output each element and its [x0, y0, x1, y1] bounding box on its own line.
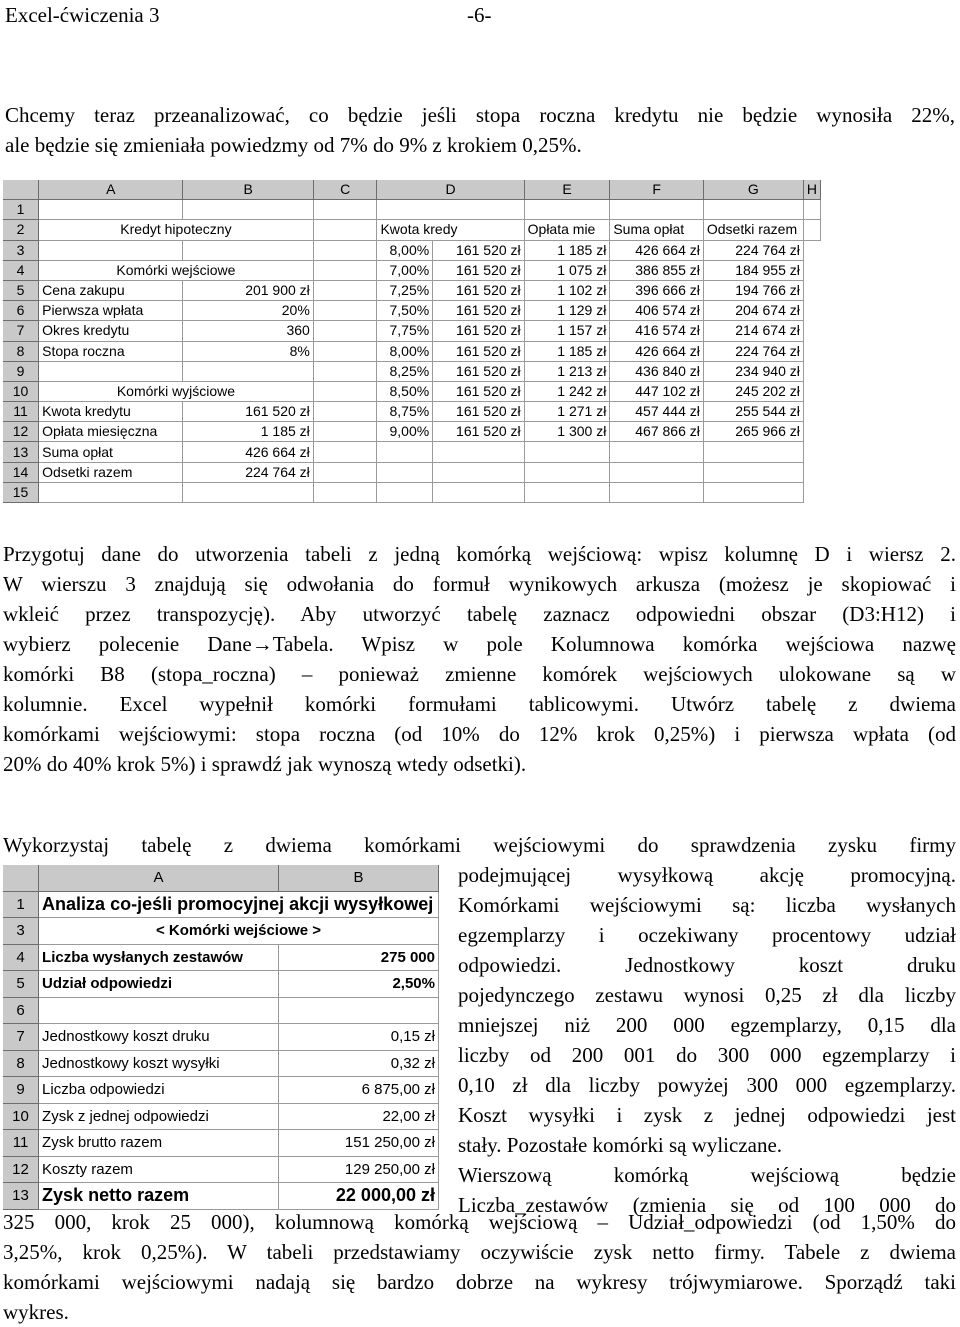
sheet-label-cell[interactable]: Zysk z jednej odpowiedzi [39, 1103, 279, 1130]
sheet-value-cell[interactable]: 129 250,00 zł [279, 1156, 439, 1183]
sheet-cell[interactable]: 1 185 zł [183, 422, 313, 442]
sheet-cell[interactable]: 245 202 zł [703, 381, 803, 401]
sheet-cell[interactable]: 436 840 zł [610, 361, 704, 381]
row-header[interactable]: 12 [3, 1156, 39, 1183]
sheet-cell[interactable]: 426 664 zł [610, 240, 704, 260]
sheet-cell[interactable]: 9,00% [377, 422, 433, 442]
sheet-cell[interactable]: 8,00% [377, 341, 433, 361]
text-line: komórki B8 (stopa_roczna) – ponieważ zmienne komórek wejściowych ulokowane są w [3, 662, 956, 686]
sheet-row [3, 997, 439, 1024]
sheet-cell[interactable]: 426 664 zł [610, 341, 704, 361]
sheet-cell[interactable] [183, 200, 313, 220]
sheet-cell[interactable] [313, 341, 377, 361]
sheet-row [3, 891, 439, 918]
sheet-cell[interactable]: 184 955 zł [703, 260, 803, 280]
sheet-cell[interactable] [433, 462, 524, 482]
sheet-cell[interactable]: Komórki wejściowe [39, 260, 314, 280]
sheet-cell[interactable]: 20% [183, 301, 313, 321]
sheet-row [3, 462, 821, 482]
sheet-cell[interactable]: 161 520 zł [433, 301, 524, 321]
sheet-cell[interactable] [313, 381, 377, 401]
sheet-cell[interactable]: 161 520 zł [433, 402, 524, 422]
sheet-cell[interactable]: 1 075 zł [524, 260, 610, 280]
sheet-row [3, 321, 821, 341]
sheet-section-cell[interactable]: < Komórki wejściowe > [39, 918, 439, 945]
sheet-value-cell[interactable]: 275 000 [279, 944, 439, 971]
row-header[interactable]: 8 [3, 341, 39, 361]
exercise-paragraph-top [3, 830, 956, 860]
sheet-cell[interactable] [610, 200, 704, 220]
row-header[interactable]: 15 [3, 482, 39, 502]
sheet-row [3, 918, 439, 945]
sheet-cell[interactable]: Odsetki razem [39, 462, 183, 482]
sheet-grid [3, 865, 439, 1210]
text-line: 325 000, krok 25 000), kolumnową komórką wejściową – Udział_odpowiedzi (od 1,50% do [3, 1210, 956, 1234]
sheet-cell[interactable]: 396 666 zł [610, 280, 704, 300]
sheet-cell[interactable] [433, 482, 524, 502]
sheet-cell[interactable]: 8,25% [377, 361, 433, 381]
sheet-cell[interactable]: 214 674 zł [703, 321, 803, 341]
text-line: egzemplarzy i oczekiwany procentowy udział [458, 923, 956, 947]
row-header[interactable]: 10 [3, 381, 39, 401]
sheet-cell[interactable]: 8,75% [377, 402, 433, 422]
sheet-cell[interactable]: 406 574 zł [610, 301, 704, 321]
page-number: -6- [467, 3, 492, 27]
sheet-value-cell[interactable]: 22 000,00 zł [279, 1183, 439, 1210]
sheet-cell[interactable]: 194 766 zł [703, 280, 803, 300]
sheet-row [3, 260, 821, 280]
sheet-cell[interactable]: 204 674 zł [703, 301, 803, 321]
sheet-cell[interactable] [183, 482, 313, 502]
sheet-row [3, 361, 821, 381]
text-line: wybierz polecenie Dane→Tabela. Wpisz w pole Kolumnowa komórka wejściowa nazwę [3, 632, 956, 656]
sheet-cell[interactable]: 8,50% [377, 381, 433, 401]
sheet-cell[interactable] [313, 321, 377, 341]
sheet-cell[interactable] [313, 462, 377, 482]
sheet-label-cell[interactable]: Jednostkowy koszt wysyłki [39, 1050, 279, 1077]
row-header[interactable]: 11 [3, 1130, 39, 1157]
sheet-cell[interactable]: 1 185 zł [524, 240, 610, 260]
sheet-row [3, 1024, 439, 1051]
row-header[interactable]: 2 [3, 220, 39, 240]
text-line: pojedynczego zestawu wynosi 0,25 zł dla liczby [458, 983, 956, 1007]
row-header[interactable]: 3 [3, 918, 39, 945]
text-line: wkleić przez transpozycję). Aby utworzyć tabelę zaznacz odpowiedni obszar (D3:H12) i [3, 602, 956, 626]
row-header[interactable]: 9 [3, 361, 39, 381]
sheet-cell[interactable]: 8% [183, 341, 313, 361]
text-line: podejmującej wysyłkową akcję promocyjną. [458, 863, 956, 887]
instructions-paragraph [3, 539, 956, 779]
sheet-cell[interactable]: 457 444 zł [610, 402, 704, 422]
row-header[interactable]: 11 [3, 402, 39, 422]
sheet-cell[interactable] [313, 200, 377, 220]
sheet-cell[interactable] [377, 462, 433, 482]
sheet-cell[interactable] [183, 240, 313, 260]
sheet-cell[interactable]: Okres kredytu [39, 321, 183, 341]
column-header[interactable]: D [377, 180, 524, 200]
sheet-cell[interactable] [39, 482, 183, 502]
row-header[interactable]: 5 [3, 280, 39, 300]
sheet-cell[interactable]: 1 213 zł [524, 361, 610, 381]
sheet-row [3, 200, 821, 220]
sheet-cell[interactable] [703, 442, 803, 462]
sheet-cell[interactable]: Kredyt hipoteczny [39, 220, 314, 240]
text-line: Wierszową komórką wejściową będzie [458, 1163, 956, 1187]
sheet-cell[interactable]: 1 102 zł [524, 280, 610, 300]
sheet-cell[interactable] [313, 280, 377, 300]
text-line: kolumnie. Excel wypełnił komórki formułami tablicowymi. Utwórz tabelę z dwiema [3, 692, 956, 716]
column-header[interactable]: H [803, 180, 820, 200]
sheet-label-cell[interactable]: Zysk brutto razem [39, 1130, 279, 1157]
sheet-row [3, 402, 821, 422]
corner-cell [3, 865, 39, 891]
sheet-cell[interactable] [703, 462, 803, 482]
corner-cell [3, 180, 39, 200]
column-header[interactable]: E [524, 180, 610, 200]
sheet-cell[interactable] [524, 482, 610, 502]
sheet-cell[interactable]: 161 520 zł [433, 240, 524, 260]
column-header[interactable]: G [703, 180, 803, 200]
sheet-cell[interactable]: Stopa roczna [39, 341, 183, 361]
text-line: 0,10 zł dla liczby powyżej 300 000 egzemplarzy. [458, 1073, 956, 1097]
text-line: 3,25%, krok 0,25%). W tabeli przedstawiamy oczywiście zysk netto firmy. Tabele z dwiema [3, 1240, 956, 1264]
sheet-cell[interactable]: 1 129 zł [524, 301, 610, 321]
sheet-cell[interactable] [313, 361, 377, 381]
sheet-cell[interactable]: 1 300 zł [524, 422, 610, 442]
sheet-cell[interactable] [313, 220, 377, 240]
text-line: Koszt wysyłki i zysk z jednej odpowiedzi jest [458, 1103, 956, 1127]
sheet-cell[interactable]: 234 940 zł [703, 361, 803, 381]
row-header[interactable]: 3 [3, 240, 39, 260]
column-header[interactable]: B [183, 180, 313, 200]
spreadsheet-promotion [3, 865, 439, 1206]
sheet-cell[interactable]: Suma opłat [39, 442, 183, 462]
text-line: komórkami wejściowymi nadają się bardzo dobrze na wykresy trójwymiarowe. Sporządź taki [3, 1270, 956, 1294]
text-line: Komórkami wejściowymi są: liczba wysłanych [458, 893, 956, 917]
sheet-row [3, 301, 821, 321]
sheet-cell[interactable] [610, 462, 704, 482]
sheet-cell[interactable]: 255 544 zł [703, 402, 803, 422]
row-header[interactable]: 6 [3, 997, 39, 1024]
sheet-label-cell[interactable]: Liczba wysłanych zestawów [39, 944, 279, 971]
sheet-cell[interactable]: 7,75% [377, 321, 433, 341]
text-line: Liczba_zestawów (zmienia się od 100 000 do [458, 1193, 956, 1217]
sheet-cell[interactable]: 161 520 zł [433, 422, 524, 442]
sheet-row [3, 1183, 439, 1210]
sheet-label-cell[interactable]: Udział odpowiedzi [39, 971, 279, 998]
spreadsheet-mortgage [3, 180, 821, 510]
sheet-cell[interactable]: 7,50% [377, 301, 433, 321]
column-header[interactable]: F [610, 180, 704, 200]
sheet-cell[interactable]: 426 664 zł [183, 442, 313, 462]
sheet-cell[interactable] [313, 482, 377, 502]
sheet-label-cell[interactable]: Koszty razem [39, 1156, 279, 1183]
sheet-cell[interactable] [377, 482, 433, 502]
intro-paragraph [5, 100, 955, 160]
sheet-cell[interactable] [377, 442, 433, 462]
sheet-cell[interactable]: 1 271 zł [524, 402, 610, 422]
sheet-value-cell[interactable]: 0,32 zł [279, 1050, 439, 1077]
sheet-cell[interactable] [610, 482, 704, 502]
sheet-cell[interactable]: 161 520 zł [433, 280, 524, 300]
row-header[interactable]: 1 [3, 891, 39, 918]
text-line: mniejszej niż 200 000 egzemplarzy, 0,15 dla [458, 1013, 956, 1037]
sheet-cell[interactable] [313, 260, 377, 280]
row-header[interactable]: 9 [3, 1077, 39, 1104]
sheet-value-cell[interactable]: 2,50% [279, 971, 439, 998]
sheet-cell[interactable] [610, 442, 704, 462]
sheet-value-cell[interactable] [279, 997, 439, 1024]
sheet-cell[interactable]: 201 900 zł [183, 280, 313, 300]
sheet-cell[interactable] [524, 200, 610, 220]
text-line: stały. Pozostałe komórki są wyliczane. [458, 1133, 783, 1157]
sheet-cell[interactable]: Suma opłat [610, 220, 704, 240]
sheet-row [3, 381, 821, 401]
sheet-cell[interactable]: 161 520 zł [183, 402, 313, 422]
sheet-value-cell[interactable]: 0,15 zł [279, 1024, 439, 1051]
sheet-cell[interactable]: 447 102 zł [610, 381, 704, 401]
sheet-cell[interactable] [39, 361, 183, 381]
sheet-row [3, 1077, 439, 1104]
sheet-title-cell[interactable]: Analiza co-jeśli promocyjnej akcji wysyłkowej [39, 891, 439, 918]
sheet-label-cell[interactable]: Liczba odpowiedzi [39, 1077, 279, 1104]
row-header[interactable]: 12 [3, 422, 39, 442]
column-header[interactable]: B [279, 865, 439, 891]
column-header[interactable]: A [39, 180, 183, 200]
sheet-cell[interactable] [377, 200, 524, 220]
sheet-label-cell[interactable] [39, 997, 279, 1024]
sheet-cell[interactable] [524, 442, 610, 462]
sheet-row [3, 1103, 439, 1130]
sheet-cell[interactable] [313, 402, 377, 422]
sheet-label-cell[interactable]: Zysk netto razem [39, 1183, 279, 1210]
sheet-cell[interactable]: Kwota kredytu [39, 402, 183, 422]
sheet-cell[interactable]: 1 242 zł [524, 381, 610, 401]
text-line: odpowiedzi. Jednostkowy koszt druku [458, 953, 956, 977]
sheet-cell[interactable]: 416 574 zł [610, 321, 704, 341]
sheet-row [3, 1130, 439, 1157]
text-line: wykres. [3, 1300, 69, 1324]
row-header[interactable]: 14 [3, 462, 39, 482]
sheet-row [3, 280, 821, 300]
sheet-cell[interactable]: 161 520 zł [433, 341, 524, 361]
column-header[interactable]: A [39, 865, 279, 891]
sheet-row [3, 341, 821, 361]
sheet-cell[interactable] [703, 200, 803, 220]
sheet-row [3, 240, 821, 260]
sheet-cell[interactable]: 7,00% [377, 260, 433, 280]
sheet-value-cell[interactable]: 6 875,00 zł [279, 1077, 439, 1104]
sheet-cell[interactable]: 467 866 zł [610, 422, 704, 442]
sheet-cell[interactable] [39, 240, 183, 260]
row-header[interactable]: 13 [3, 1183, 39, 1210]
sheet-cell[interactable]: Opłata miesięczna [39, 422, 183, 442]
sheet-row [3, 442, 821, 462]
sheet-cell[interactable] [313, 422, 377, 442]
sheet-cell[interactable]: 161 520 zł [433, 321, 524, 341]
sheet-cell[interactable] [39, 200, 183, 220]
text-line: Chcemy teraz przeanalizować, co będzie jeśli stopa roczna kredytu nie będzie wynosiła 22%, [5, 103, 955, 127]
sheet-cell[interactable]: Odsetki razem [703, 220, 803, 240]
sheet-row [3, 1050, 439, 1077]
sheet-cell[interactable]: Opłata mie [524, 220, 610, 240]
row-header[interactable]: 4 [3, 260, 39, 280]
sheet-row [3, 971, 439, 998]
text-line: komórkami wejściowymi: stopa roczna (od 10% do 12% krok 0,25%) i pierwsza wpłata (od [3, 722, 956, 746]
sheet-row [3, 1156, 439, 1183]
sheet-cell[interactable]: Komórki wyjściowe [39, 381, 314, 401]
sheet-cell[interactable] [524, 462, 610, 482]
text-line: 20% do 40% krok 5%) i sprawdź jak wynoszą wtedy odsetki). [3, 752, 527, 776]
sheet-cell[interactable]: 360 [183, 321, 313, 341]
exercise-paragraph-right [458, 860, 956, 1220]
sheet-cell[interactable]: Kwota kredy [377, 220, 524, 240]
sheet-cell[interactable]: 161 520 zł [433, 361, 524, 381]
sheet-row [3, 220, 821, 240]
row-header[interactable]: 5 [3, 971, 39, 998]
row-header[interactable]: 1 [3, 200, 39, 220]
sheet-cell[interactable]: Pierwsza wpłata [39, 301, 183, 321]
column-header[interactable]: C [313, 180, 377, 200]
sheet-cell[interactable]: 224 764 zł [703, 341, 803, 361]
sheet-cell[interactable]: 265 966 zł [703, 422, 803, 442]
text-line: Przygotuj dane do utworzenia tabeli z jedną komórką wejściową: wpisz kolumnę D i wiersz 2. [3, 542, 956, 566]
text-line: liczby od 200 001 do 300 000 egzemplarzy i [458, 1043, 956, 1067]
row-header[interactable]: 8 [3, 1050, 39, 1077]
sheet-cell[interactable]: 7,25% [377, 280, 433, 300]
sheet-cell[interactable] [433, 442, 524, 462]
exercise-paragraph-bottom [3, 1207, 956, 1327]
sheet-row [3, 944, 439, 971]
text-line: W wierszu 3 znajdują się odwołania do formuł wynikowych arkusza (możesz je skopiować i [3, 572, 956, 596]
sheet-cell[interactable]: Cena zakupu [39, 280, 183, 300]
sheet-cell[interactable] [703, 482, 803, 502]
sheet-label-cell[interactable]: Jednostkowy koszt druku [39, 1024, 279, 1051]
sheet-cell[interactable]: 386 855 zł [610, 260, 704, 280]
text-line: Wykorzystaj tabelę z dwiema komórkami wejściowymi do sprawdzenia zysku firmy [3, 833, 956, 857]
sheet-cell[interactable] [313, 240, 377, 260]
sheet-cell[interactable]: 161 520 zł [433, 260, 524, 280]
sheet-row [3, 422, 821, 442]
document-title: Excel-ćwiczenia 3 [5, 3, 160, 27]
sheet-value-cell[interactable]: 151 250,00 zł [279, 1130, 439, 1157]
sheet-cell[interactable] [803, 220, 820, 240]
sheet-cell[interactable] [803, 200, 820, 220]
row-header[interactable]: 7 [3, 1024, 39, 1051]
row-header[interactable]: 4 [3, 944, 39, 971]
sheet-cell[interactable]: 8,00% [377, 240, 433, 260]
row-header[interactable]: 7 [3, 321, 39, 341]
sheet-cell[interactable] [313, 442, 377, 462]
sheet-cell[interactable] [313, 301, 377, 321]
sheet-cell[interactable] [183, 361, 313, 381]
sheet-value-cell[interactable]: 22,00 zł [279, 1103, 439, 1130]
row-header[interactable]: 13 [3, 442, 39, 462]
sheet-cell[interactable]: 224 764 zł [703, 240, 803, 260]
text-line: ale będzie się zmieniała powiedzmy od 7% do 9% z krokiem 0,25%. [5, 133, 582, 157]
sheet-cell[interactable]: 161 520 zł [433, 381, 524, 401]
row-header[interactable]: 6 [3, 301, 39, 321]
sheet-cell[interactable]: 1 185 zł [524, 341, 610, 361]
row-header[interactable]: 10 [3, 1103, 39, 1130]
sheet-cell[interactable]: 224 764 zł [183, 462, 313, 482]
sheet-row [3, 482, 821, 502]
sheet-cell[interactable]: 1 157 zł [524, 321, 610, 341]
sheet-grid [3, 180, 821, 503]
